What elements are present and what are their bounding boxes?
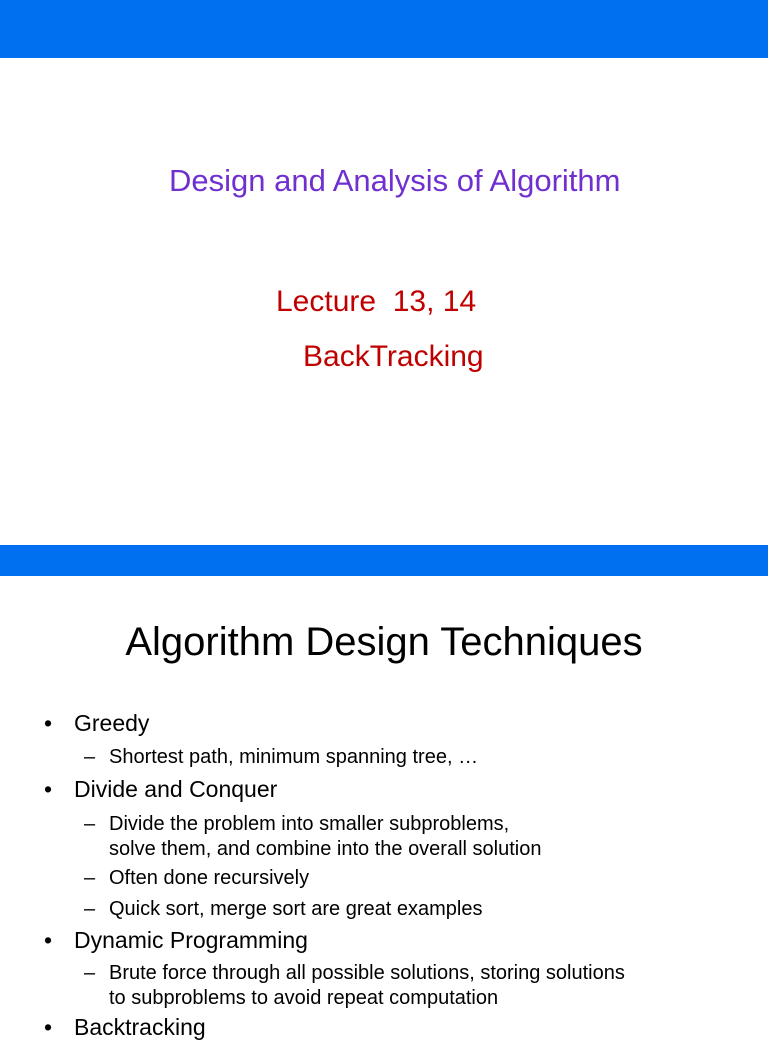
item-label: Backtracking — [74, 1014, 206, 1040]
sub-item-text-continued: to subproblems to avoid repeat computation — [109, 987, 499, 1009]
dash-icon: – — [84, 813, 96, 835]
sub-item-text: Brute force through all possible solutions, storing solutions — [109, 962, 625, 984]
course-title: Design and Analysis of Algorithm — [169, 163, 621, 198]
list-item-backtracking — [44, 1014, 206, 1041]
list-item-greedy — [44, 710, 149, 737]
slide-techniques — [0, 576, 768, 1040]
sub-item — [84, 866, 309, 891]
dash-icon: – — [84, 867, 96, 889]
bullet-icon: • — [44, 776, 53, 802]
lecture-topic: BackTracking — [303, 340, 484, 373]
dash-icon: – — [84, 898, 96, 920]
top-blue-band — [0, 0, 768, 58]
lecture-number: Lecture 13, 14 — [276, 285, 477, 318]
list-item-divide-conquer — [44, 776, 277, 803]
sub-item-text-continued: solve them, and combine into the overall solution — [109, 838, 542, 860]
sub-item — [84, 897, 482, 922]
bullet-icon: • — [44, 710, 53, 736]
dash-icon: – — [84, 746, 96, 768]
sub-item — [84, 812, 541, 862]
item-label: Greedy — [74, 710, 150, 736]
dash-icon: – — [84, 962, 96, 984]
bullet-icon: • — [44, 927, 53, 953]
item-label: Divide and Conquer — [74, 776, 278, 802]
list-item-dynamic-programming — [44, 927, 308, 954]
sub-item-text: Shortest path, minimum spanning tree, … — [109, 746, 479, 768]
sub-item-text: Quick sort, merge sort are great examples — [109, 898, 483, 920]
bullet-icon: • — [44, 1014, 53, 1040]
sub-item — [84, 961, 625, 1011]
slide-heading: Algorithm Design Techniques — [125, 620, 643, 664]
item-label: Dynamic Programming — [74, 927, 308, 953]
slide-separator-band — [0, 545, 768, 576]
sub-item — [84, 745, 478, 770]
sub-item-text: Divide the problem into smaller subproblems, — [109, 813, 510, 835]
sub-item-text: Often done recursively — [109, 867, 310, 889]
